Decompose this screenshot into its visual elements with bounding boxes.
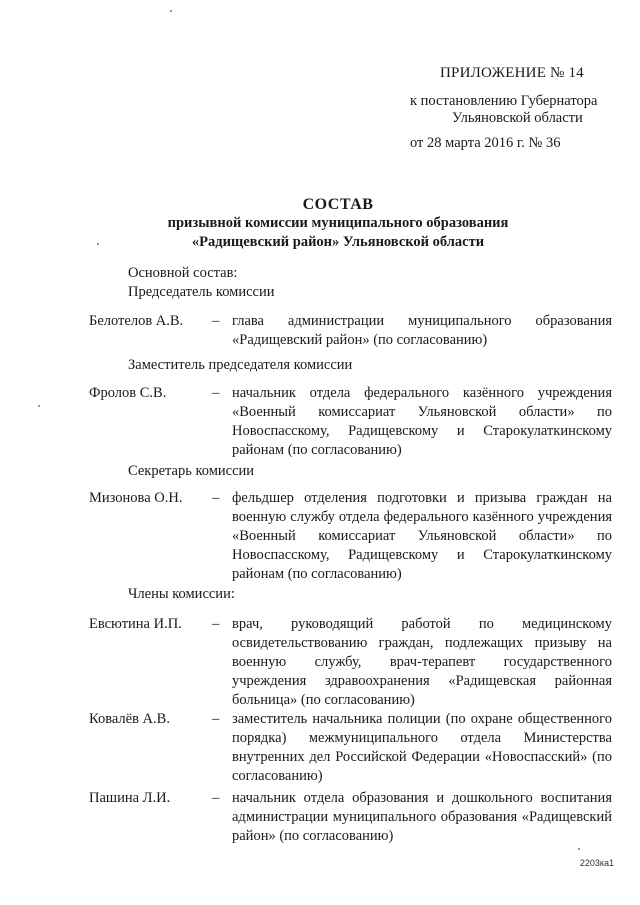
member-dash: – (212, 313, 220, 329)
scan-speck (170, 10, 172, 12)
member-position: врач, руководящий работой по медицинскому освидетельствованию граждан, подлежащих призыву на военную службу, врач-терапевт государственного учреждения здравоохранения «Радищевская районная больница» (по согласованию) (232, 616, 612, 708)
document-subtitle-line1: призывной комиссии муниципального образования (167, 215, 509, 231)
member-name: Мизонова О.Н. (89, 490, 183, 506)
member-dash: – (212, 790, 220, 806)
member-name: Евсютина И.П. (89, 616, 182, 632)
member-position: заместитель начальника полиции (по охране общественного порядка) межмуниципального отдела Министерства внутренних дел Российской Федерации «Новоспасский» (по согласованию) (232, 711, 612, 784)
member-name: Фролов С.В. (89, 385, 167, 401)
member-dash: – (212, 385, 220, 401)
scan-speck (38, 405, 40, 407)
members-label: Члены комиссии: (128, 586, 235, 602)
member-dash: – (212, 490, 220, 506)
decree-reference: к постановлению Губернатора (410, 93, 598, 109)
member-name: Пашина Л.И. (89, 790, 171, 806)
member-dash: – (212, 616, 220, 632)
document-subtitle-line2: «Радищевский район» Ульяновской области (191, 234, 485, 250)
scan-speck (578, 848, 580, 850)
secretary-label: Секретарь комиссии (128, 463, 255, 479)
document-code: 2203ка1 (579, 858, 614, 868)
member-name: Ковалёв А.В. (89, 711, 170, 727)
scan-speck (97, 243, 99, 245)
member-position: начальник отдела образования и дошкольного воспитания администрации муниципального образования «Радищевский район» (по согласованию) (232, 790, 612, 844)
member-position: начальник отдела федерального казённого учреждения «Военный комиссариат Ульяновской области» по Новоспасскому, Радищевскому и Старокулаткинскому районам (по согласованию) (232, 385, 612, 458)
chairman-label: Председатель комиссии (128, 284, 275, 300)
main-composition-label: Основной состав: (128, 265, 238, 281)
deputy-label: Заместитель председателя комиссии (128, 357, 353, 373)
member-position: глава администрации муниципального образования «Радищевский район» (по согласованию) (232, 313, 612, 348)
member-position: фельдшер отделения подготовки и призыва граждан на военную службу отдела федерального казённого учреждения «Военный комиссариат Ульяновской области» по Новоспасскому, Радищевскому и Старокулаткинскому районам (по согласованию) (232, 490, 612, 582)
appendix-number: ПРИЛОЖЕНИЕ № 14 (440, 65, 584, 81)
decree-date: от 28 марта 2016 г. № 36 (410, 135, 561, 151)
document-title: СОСТАВ (302, 196, 374, 213)
member-dash: – (212, 711, 220, 727)
region-name: Ульяновской области (452, 110, 583, 126)
member-name: Белотелов А.В. (89, 313, 184, 329)
